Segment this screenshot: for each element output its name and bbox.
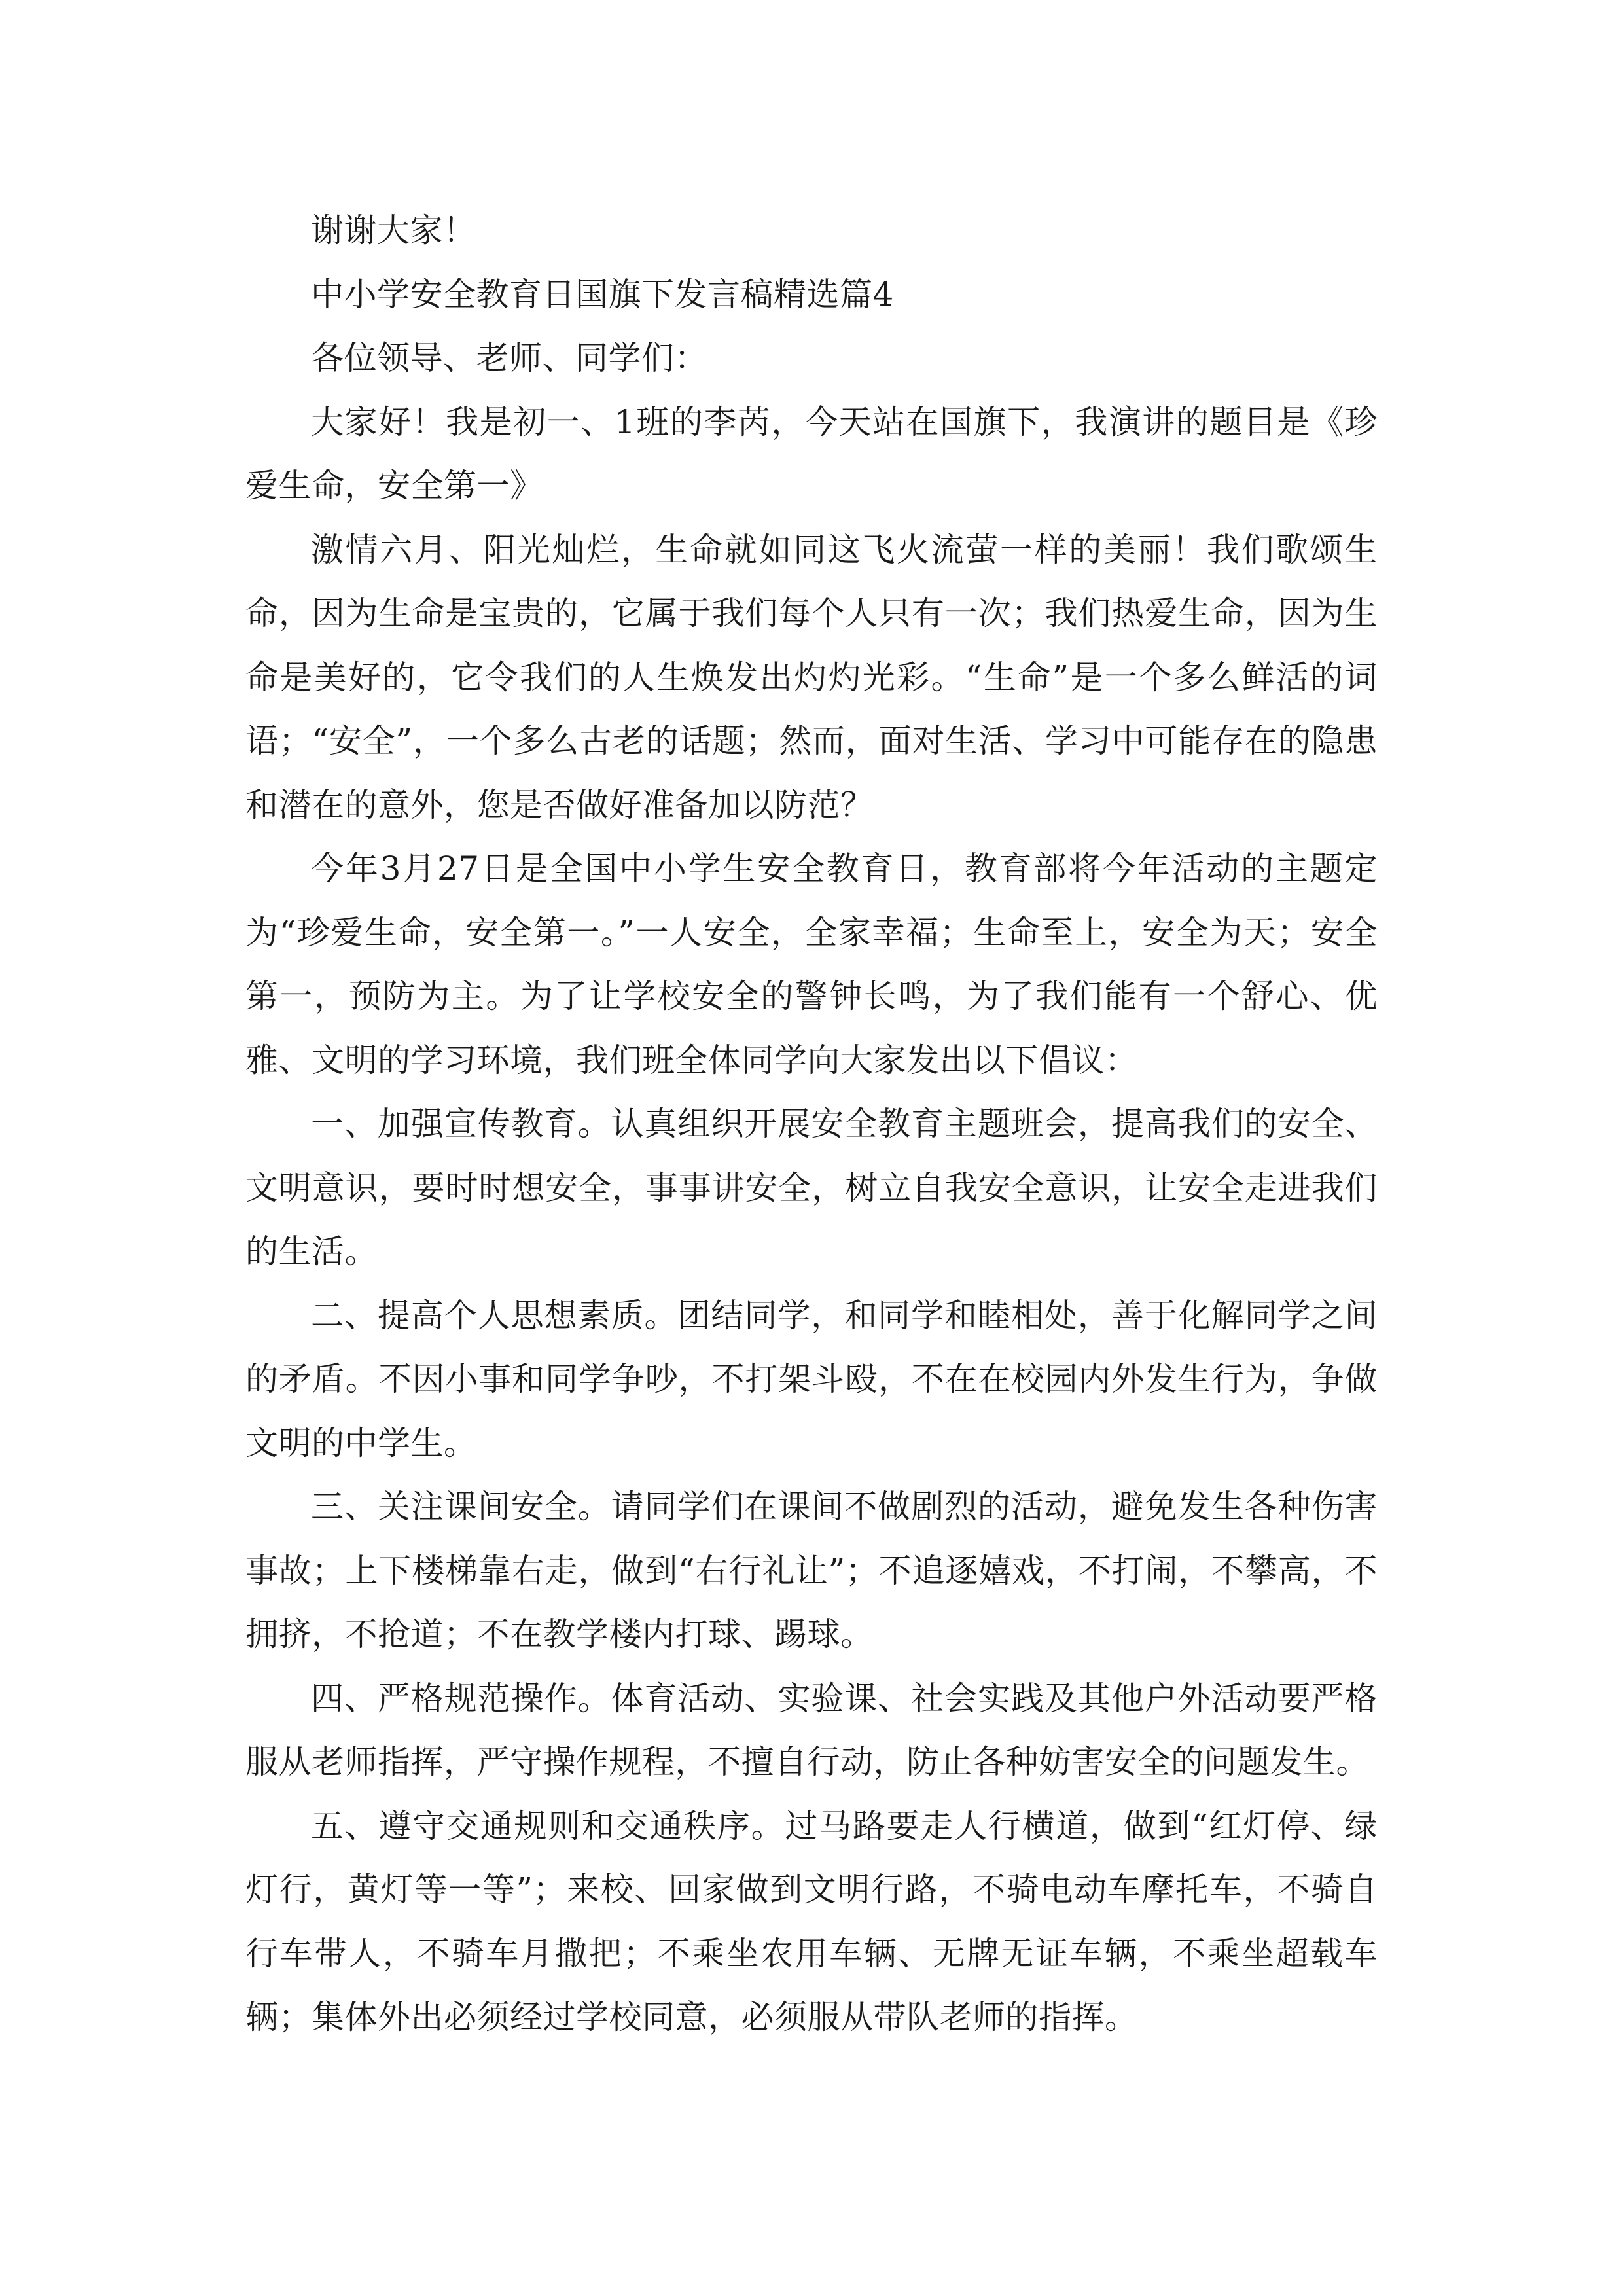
proposal-item-3: 三、关注课间安全。请同学们在课间不做剧烈的活动，避免发生各种伤害事故；上下楼梯靠右走，做到“右行礼让”；不追逐嬉戏，不打闹，不攀高，不拥挤，不抢道；不在教学楼内打球、踢球。 xyxy=(245,1488,1378,1653)
salutation: 各位领导、老师、同学们： xyxy=(311,339,707,377)
proposal-item-4: 四、严格规范操作。体育活动、实验课、社会实践及其他户外活动要严格服从老师指挥，严守操作规程，不擅自行动，防止各种妨害安全的问题发生。 xyxy=(245,1679,1378,1781)
paragraph-safety-day: 今年3月27日是全国中小学生安全教育日，教育部将今年活动的主题定为“珍爱生命，安全第一。”一人安全，全家幸福；生命至上，安全为天；安全第一，预防为主。为了让学校安全的警钟长鸣，为了我们能有一个舒心、优雅、文明的学习环境，我们班全体同学向大家发出以下倡议： xyxy=(245,850,1378,1079)
speech-intro: 大家好！我是初一、1班的李芮，今天站在国旗下，我演讲的题目是《珍爱生命，安全第一》 xyxy=(245,403,1378,505)
proposal-item-1: 一、加强宣传教育。认真组织开展安全教育主题班会，提高我们的安全、文明意识，要时时想安全，事事讲安全，树立自我安全意识，让安全走进我们的生活。 xyxy=(245,1105,1378,1270)
article-title: 中小学安全教育日国旗下发言稿精选篇4 xyxy=(311,275,894,314)
proposal-item-2: 二、提高个人思想素质。团结同学，和同学和睦相处，善于化解同学之间的矛盾。不因小事和同学争吵，不打架斗殴，不在在校园内外发生行为，争做文明的中学生。 xyxy=(245,1296,1378,1462)
proposal-item-5: 五、遵守交通规则和交通秩序。过马路要走人行横道，做到“红灯停、绿灯行，黄灯等一等”；来校、回家做到文明行路，不骑电动车摩托车，不骑自行车带人，不骑车月撒把；不乘坐农用车辆、无牌无证车辆，不乘坐超载车辆；集体外出必须经过学校同意，必须服从带队老师的指挥。 xyxy=(245,1806,1378,2036)
paragraph-life: 激情六月、阳光灿烂，生命就如同这飞火流萤一样的美丽！我们歌颂生命，因为生命是宝贵的，它属于我们每个人只有一次；我们热爱生命，因为生命是美好的，它令我们的人生焕发出灼灼光彩。“生命”是一个多么鲜活的词语；“安全”，一个多么古老的话题；然而，面对生活、学习中可能存在的隐患和潜在的意外，您是否做好准备加以防范？ xyxy=(245,530,1378,824)
document-body xyxy=(245,199,1378,2050)
closing-thanks: 谢谢大家！ xyxy=(311,211,476,249)
